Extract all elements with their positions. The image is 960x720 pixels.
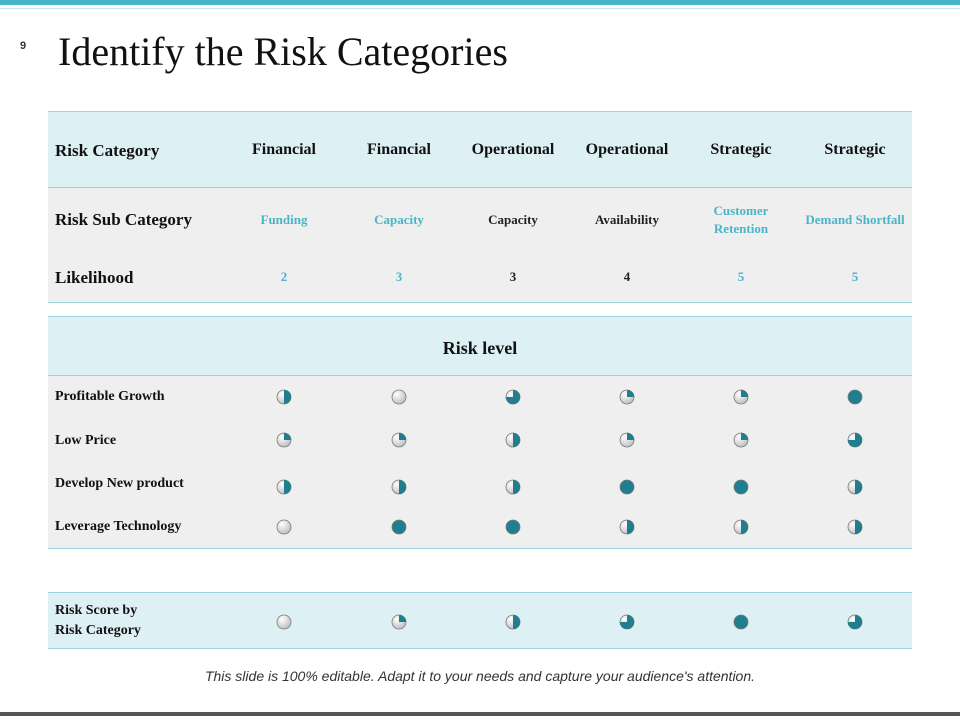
column-likelihood: 5 [851,269,859,284]
risk-level-ball [847,432,863,448]
column-category-header: Operational [471,141,555,158]
column-sub-category: Availability [594,212,660,227]
column-sub-category: Funding [260,212,308,227]
score-top-rule [48,592,912,593]
risk-level-ball [733,432,749,448]
column-sub-category: Capacity [374,212,424,227]
column-category-header: Financial [251,141,316,158]
risk-level-top-rule [48,316,912,317]
slide-title: Identify the Risk Categories [58,29,508,74]
risk-level-ball [391,389,407,405]
slide-number: 9 [20,40,27,52]
bottom-bar [0,712,960,716]
likelihood-label: Likelihood [55,268,134,287]
score-label-line2: Risk Category [55,623,141,638]
column-sub-category: Capacity [488,212,538,227]
risk-level-ball [505,479,521,495]
risk-level-ball [276,519,292,535]
risk-score-ball [619,614,635,630]
risk-sub-category-label: Risk Sub Category [55,210,192,229]
risk-level-ball [391,519,407,535]
risk-score-ball [847,614,863,630]
column-likelihood: 4 [623,269,631,284]
risk-row-label: Low Price [55,433,117,448]
score-row-label [55,600,141,642]
risk-level-ball [847,519,863,535]
risk-level-ball [391,432,407,448]
risk-level-ball [505,389,521,405]
score-label-line1: Risk Score by [55,603,138,618]
risk-level-ball [847,389,863,405]
risk-score-ball [505,614,521,630]
risk-level-ball [619,519,635,535]
risk-score-ball [391,614,407,630]
risk-level-ball [276,432,292,448]
top-accent-bar [0,0,960,5]
column-likelihood: 5 [737,269,745,284]
column-category-header: Strategic [710,141,772,158]
risk-level-ball [619,389,635,405]
risk-score-ball [276,614,292,630]
risk-rows-bottom-rule [48,548,912,549]
column-sub-category: Customer Retention [713,203,769,236]
risk-level-ball [733,389,749,405]
risk-level-ball [619,432,635,448]
risk-score-ball [733,614,749,630]
risk-level-title: Risk level [442,337,518,358]
risk-level-ball [733,519,749,535]
top-accent-line [0,8,960,9]
score-band [48,593,912,648]
column-sub-category: Demand Shortfall [805,212,905,227]
column-category-header: Operational [585,141,669,158]
risk-row-label: Develop New product [55,476,184,491]
risk-row-label: Profitable Growth [55,389,165,404]
risk-level-ball [391,479,407,495]
risk-level-ball [276,389,292,405]
risk-level-ball [505,519,521,535]
risk-row-label: Leverage Technology [55,519,182,534]
risk-level-ball [733,479,749,495]
risk-level-ball [505,432,521,448]
details-bottom-rule [48,302,912,303]
risk-category-label: Risk Category [55,141,160,160]
column-likelihood: 2 [280,269,288,284]
column-category-header: Strategic [824,141,886,158]
header-top-rule [48,111,912,112]
score-bottom-rule [48,648,912,649]
footer-note: This slide is 100% editable. Adapt it to your needs and capture your audience's attention. [204,668,756,684]
risk-level-ball [619,479,635,495]
risk-level-ball [847,479,863,495]
column-likelihood: 3 [509,269,517,284]
risk-level-ball [276,479,292,495]
column-category-header: Financial [366,141,431,158]
column-likelihood: 3 [395,269,403,284]
